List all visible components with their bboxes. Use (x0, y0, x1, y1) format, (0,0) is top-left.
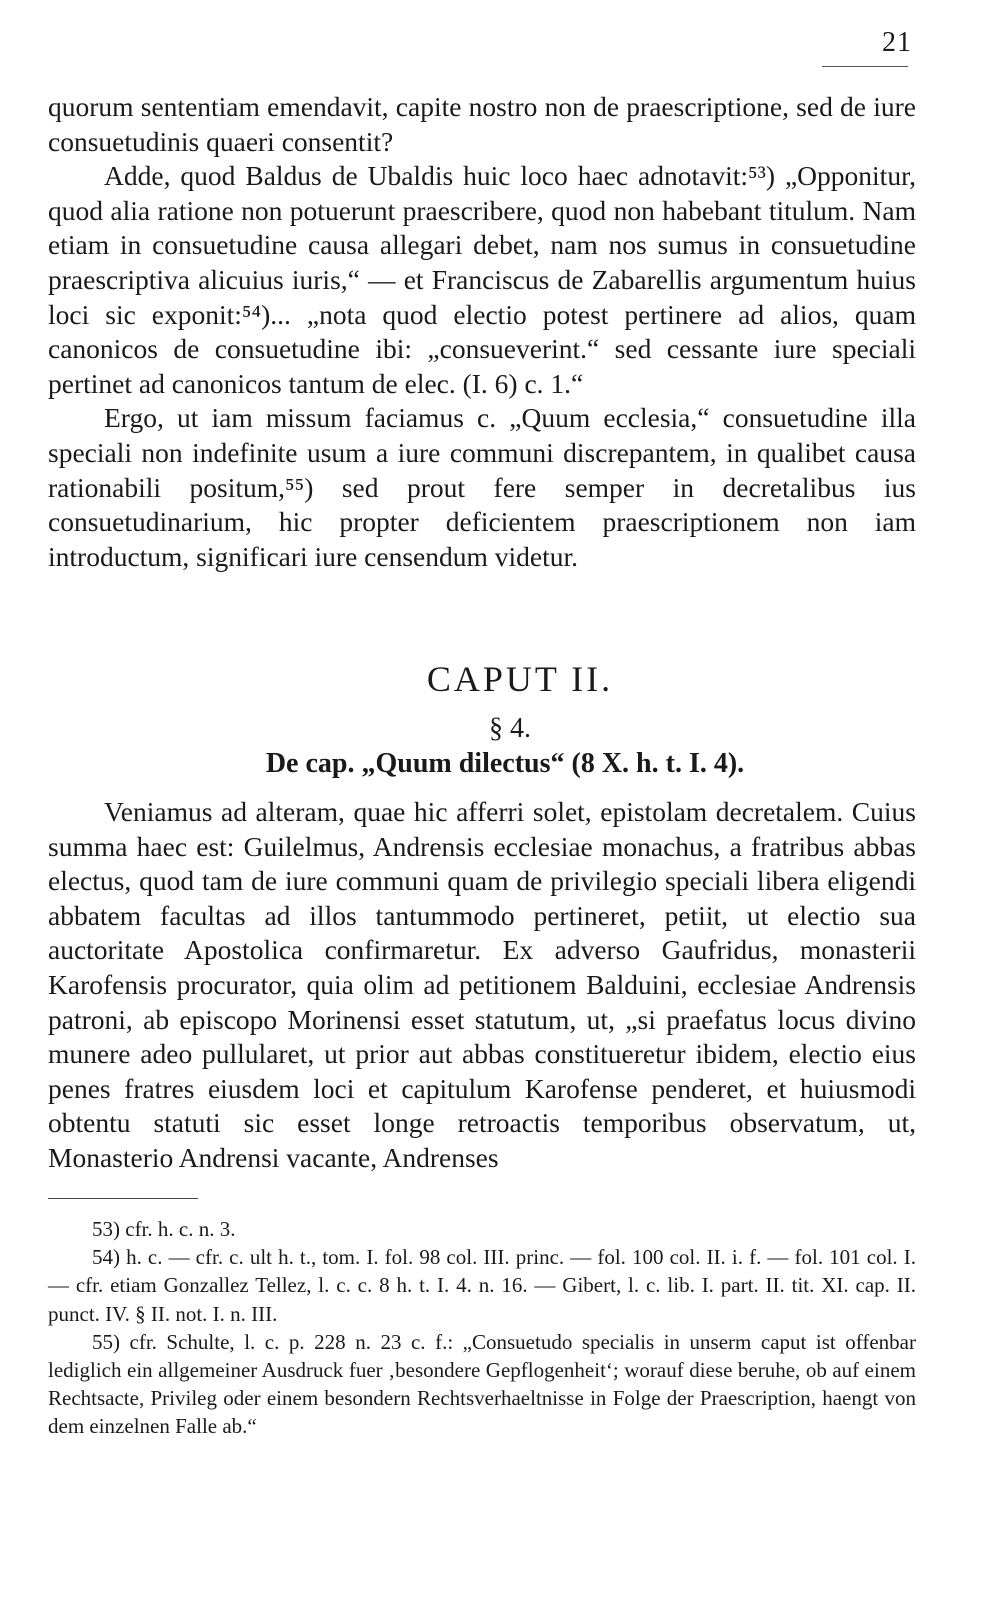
page-number: 21 (882, 27, 912, 58)
footnote-53: 53) cfr. h. c. n. 3. (92, 1217, 236, 1241)
page-number-rule (822, 66, 908, 67)
footnote-divider (48, 1198, 198, 1199)
footnote-54: 54) h. c. — cfr. c. ult h. t., tom. I. fol. 98 col. III. princ. — fol. 100 col. II. i. f. — fol. 101 col. I. — cfr. etiam Gonzallez Tellez, l. c. c. 8 h. t. I. 4. n. 16. — Gibert, l. c. lib. I. part. II. tit. XI. cap. II. punct. IV. § II. not. I. n. III. (48, 1245, 916, 1326)
footnotes (48, 1215, 916, 1441)
paragraph: Ergo, ut iam missum faciamus c. „Quum ecclesia,“ consuetudine illa speciali non indefinite usum a iure communi discrepantem, in qualibet causa rationabili positum,⁵⁵) sed prout fere semper in decretalibus ius consuetudinarium, hic propter deficientem praescriptionem non iam introductum, significari iure censendum videtur. (48, 402, 916, 572)
body-text-upper (48, 90, 916, 574)
section-number: § 4. (489, 713, 531, 744)
body-text-lower (48, 795, 916, 1176)
paragraph: quorum sententiam emendavit, capite nostro non de praescriptione, sed de iure consuetudinis quaeri consentit? (48, 91, 916, 157)
section-title: De cap. „Quum dilectus“ (8 X. h. t. I. 4). (265, 748, 745, 779)
paragraph: Adde, quod Baldus de Ubaldis huic loco haec adnotavit:⁵³) „Opponitur, quod alia ratione non potuerunt praescribere, quod non habebant titulum. Nam etiam in consuetudine causa allegari debet, nam nos sumus in consuetudine praescriptiva alicuius iuris,“ — et Franciscus de Zabarellis argumentum huius loci sic exponit:⁵⁴)... „nota quod electio potest pertinere ad alios, quam canonicos de consuetudine ibi: „consueverint.“ sed cessante iure speciali pertinet ad canonicos tantum de elec. (I. 6) c. 1.“ (48, 160, 916, 399)
footnote-55: 55) cfr. Schulte, l. c. p. 228 n. 23 c. f.: „Consuetudo specialis in unserm caput ist offenbar lediglich ein allgemeiner Ausdruck fuer ‚besondere Gepflogenheit‘; worauf diese beruhe, ob auf einem Rechtsacte, Privileg oder einem besondern Rechtsverhaeltnisse in Folge der Praescription, haengt von dem einzelnen Falle ab.“ (48, 1329, 916, 1439)
chapter-title: CAPUT II. (426, 659, 614, 699)
paragraph: Veniamus ad alteram, quae hic afferri solet, epistolam decretalem. Cuius summa haec est: Guilelmus, Andrensis ecclesiae monachus, a fratribus abbas electus, quod tam de iure communi quam de privilegio speciali libera eligendi abbatem facultas ad illos tantummodo pertineret, petiit, ut electio sua auctoritate Apostolica confirmaretur. Ex adverso Gaufridus, monasterii Karofensis procurator, quia olim ad petitionem Balduini, ecclesiae Andrensis patroni, ab episcopo Morinensi esset statutum, ut, „si praefatus locus divino munere adeo pullularet, ut prior aut abbas constitueretur ibidem, electio eius penes fratres eiusdem loci et capitulum Karofense penderet, et huiusmodi obtentu statuti sic esset longe retroactis temporibus observatum, ut, Monasterio Andrensi vacante, Andrenses (48, 796, 916, 1173)
